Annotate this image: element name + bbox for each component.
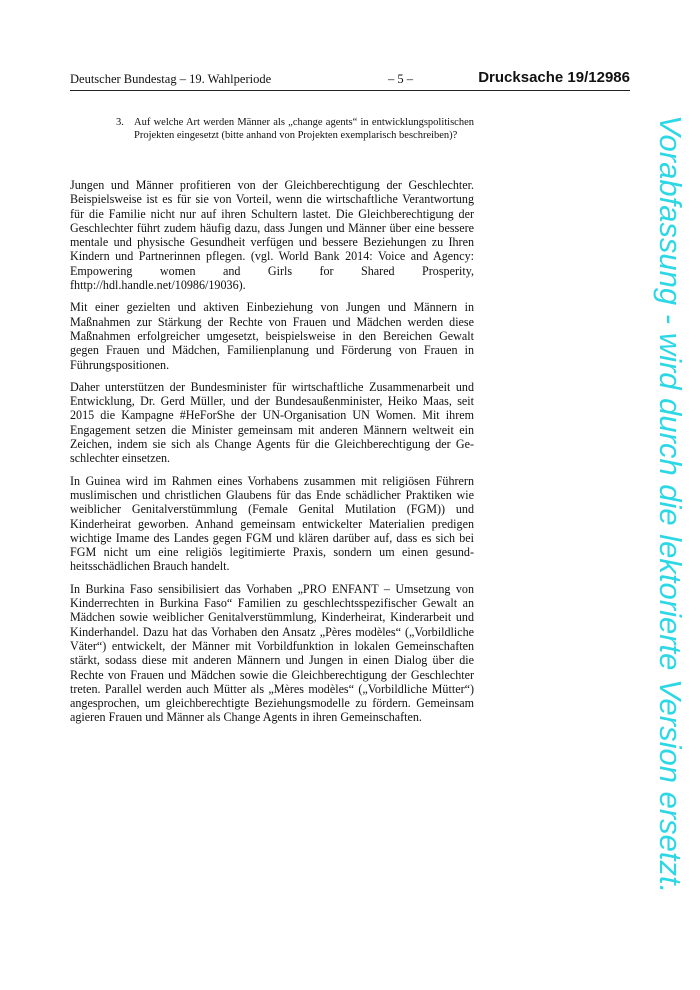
question-block [116, 116, 474, 142]
document-number-value: 12986 [588, 69, 630, 86]
paragraph: Daher unterstützen der Bundesminister für wirtschaftliche Zusammenarbeit und Entwicklung, Dr. Gerd Müller, und der Bundesaußenminister, Heiko Maas, seit 2015 die Kampagne #HeForShe der UN-Organisation UN Women. Mit ihrem Engagement setzen die Minister gemeinsam mit anderen Männern weltweit ein Zeichen, indem sie sich als Change Agents für die Gleichberechtigung der Geschlechter einsetzen. [70, 379, 474, 466]
paragraph: In Burkina Faso sensibilisiert das Vorhaben „PRO ENFANT – Umsetzung von Kinderrechten in Burkina Faso“ Familien zu geschlechtsspezifischer Gewalt an Mädchen sowie weiblicher Genitalverstümmlung, Kinderheirat, Kinderarbeit und Kinderhandel. Dazu hat das Vorhaben den Ansatz „Pères modèles“ („Vorbildliche Väter“) entwickelt, der Männer mit Vorbildfunktion in lokalen Gemeinschaften stärkt, sodass diese mit anderen Männern und Jungen in einen Dialog über die Rechte von Frauen und Mädchen sowie die Gleichberechtigung der Geschlechter treten. Parallel werden auch Mütter als „Mères modèles“ („Vorbildliche Mütter“) angesprochen, um gleichberechtigte Beziehungsmodelle zu fördern. Gemeinsam agieren Frauen und Männer als Change Agents in ihren Gemeinschaften. [70, 581, 474, 725]
page-number: – 5 – [388, 72, 413, 86]
question-text: Auf welche Art werden Männer als „change agents“ in entwicklungspolitischen Projekten eingesetzt (bitte anhand von Projekten exemplarisch beschreiben)? [134, 117, 474, 142]
paragraph: Mit einer gezielten und aktiven Einbeziehung von Jungen und Männern in Maßnahmen zur Stärkung der Rechte von Frauen und Mädchen werden diese Maßnahmen erfolgreicher umgesetzt, beispielsweise in den Bereichen Gewalt gegen Frauen und Mädchen, Familienplanung und Förderung von Frauen in Führungspositionen. [70, 300, 474, 372]
question-number: 3. [116, 117, 124, 128]
draft-watermark: Vorabfassung - wird durch die lektorierte Version ersetzt. [653, 115, 688, 894]
page-header [70, 68, 630, 91]
paragraph: In Guinea wird im Rahmen eines Vorhabens zusammen mit religiösen Führern muslimischen und christlichen Glaubens für das Ende schädlicher Praktiken wie weiblicher Genitalverstümmlung (Female Genital Mutilation (FGM)) und Kinderheirat geworben. Anhand gemeinsam entwickelter Materialien predigen wichtige Imame des Landes gegen FGM und klären darüber auf, dass es sich bei FGM nicht um eine religiös legitimierte Praxis, sondern um einen gesundheitsschädlichen Brauch handelt. [70, 473, 474, 574]
paragraph: Jungen und Männer profitieren von der Gleichberechtigung der Geschlechter. Beispielsweise ist es für sie von Vorteil, wenn die wirtschaftliche Verantwortung für die Familie nicht nur auf ihren Schultern lastet. Die Gleichberechtigung der Geschlechter führt zudem häufig dazu, dass Jungen und Männer über eine bessere mentale und physische Gesundheit verfügen und bessere Beziehungen zu Ihren Kindern und Partnerinnen pflegen. (vgl. World Bank 2014: Voice and Agency: Empowering women and Girls for Shared Prosperity, fhttp://hdl.handle.net/10986/19036). [70, 178, 474, 293]
header-parliament: Deutscher Bundestag – 19. Wahlperiode [70, 72, 272, 86]
document-number [478, 69, 630, 86]
answer-body [70, 178, 474, 733]
document-number-prefix: Drucksache 19/ [478, 69, 589, 86]
